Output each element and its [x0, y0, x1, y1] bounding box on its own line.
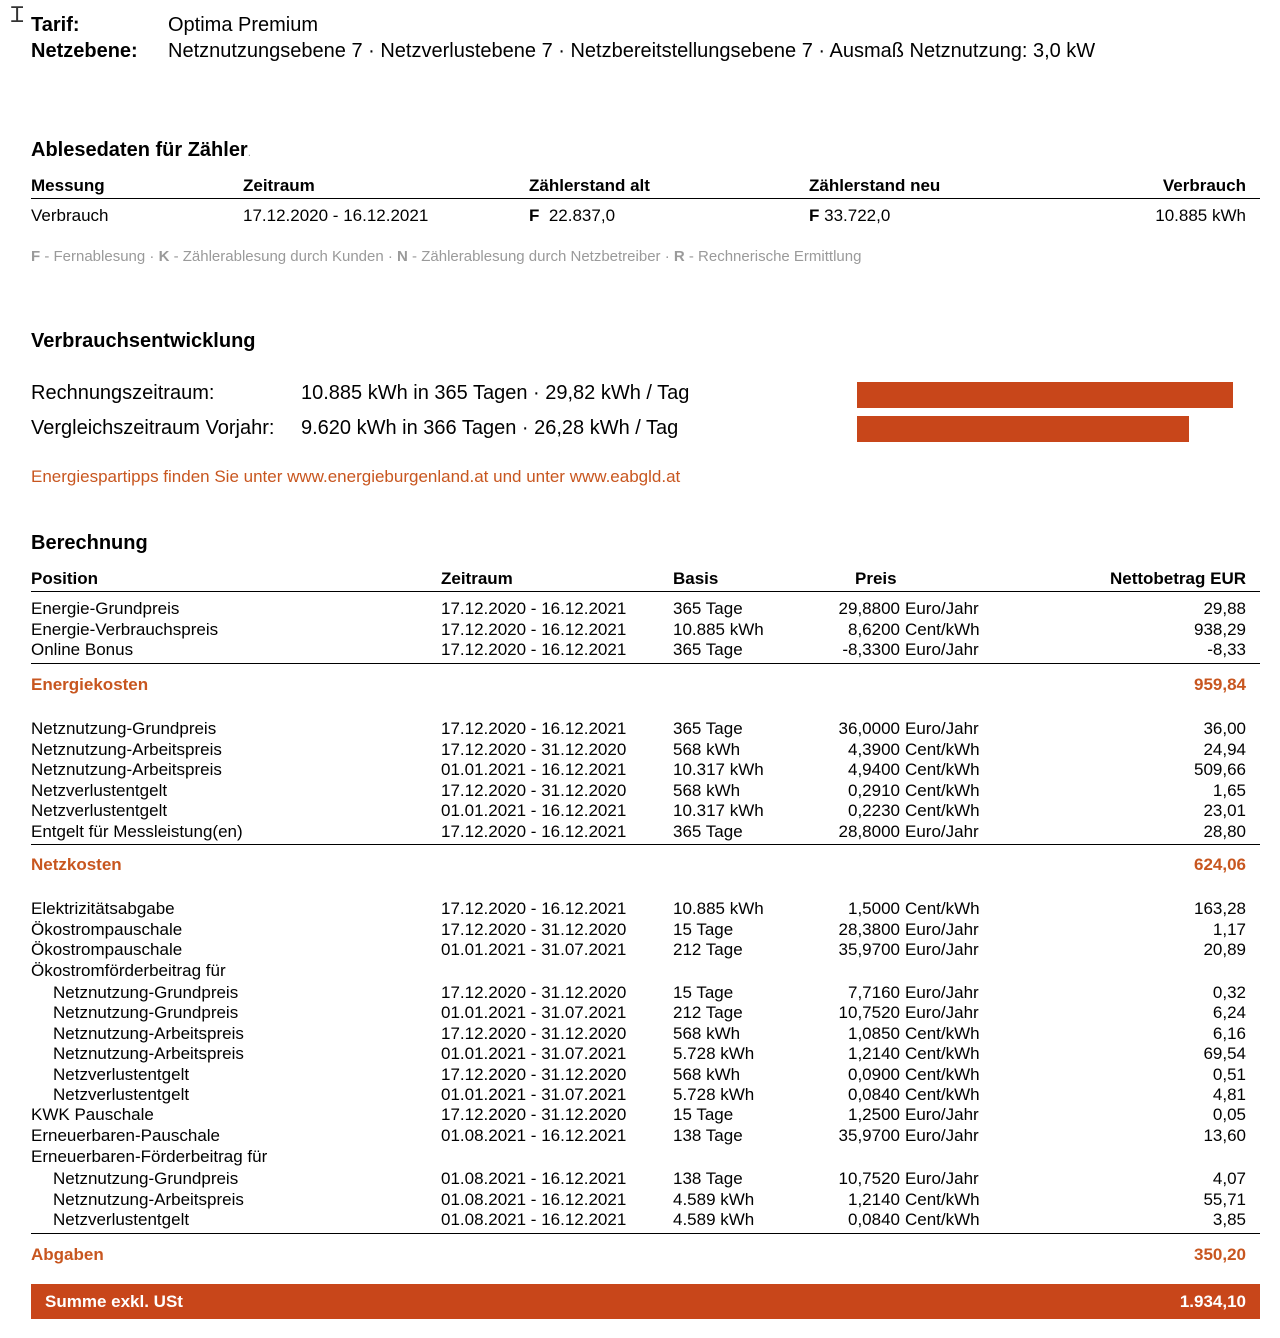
- cell-basis: 10.317 kWh: [673, 801, 764, 820]
- cell-basis: 15 Tage: [673, 983, 734, 1002]
- cell-zeitraum: 01.08.2021 - 16.12.2021: [441, 1169, 627, 1188]
- cell-zeitraum: 01.01.2021 - 31.07.2021: [441, 1044, 627, 1063]
- cell-basis: 568 kWh: [673, 1065, 741, 1084]
- cell-nettobetrag: 24,94: [1203, 739, 1246, 759]
- cell-preis: 35,9700: [838, 1126, 900, 1145]
- cell-preis: 1,5000: [848, 899, 900, 918]
- cell-position: Netzverlustentgelt: [53, 1210, 190, 1229]
- cell-nettobetrag: 1,17: [1212, 920, 1246, 939]
- cell-preis: 35,9700: [838, 940, 900, 959]
- cell-preis: 0,2230: [848, 801, 900, 820]
- cell-position: Ökostrompauschale: [31, 940, 183, 959]
- cell-einheit: Cent/kWh: [905, 1085, 980, 1104]
- ablese-zeitraum: 17.12.2020 - 16.12.2021: [243, 206, 429, 225]
- col-zaehlerstand-neu: Zählerstand neu: [809, 176, 941, 195]
- cell-position: Netznutzung-Grundpreis: [31, 719, 217, 738]
- cell-position: Netzverlustentgelt: [53, 1085, 190, 1104]
- cell-position: Netznutzung-Arbeitspreis: [31, 760, 222, 779]
- cell-position: Ökostromförderbeitrag für: [31, 961, 226, 980]
- cell-zeitraum: 17.12.2020 - 31.12.2020: [441, 1065, 627, 1084]
- cell-basis: 568 kWh: [673, 780, 741, 800]
- col-nettobetrag: Nettobetrag EUR: [1109, 569, 1246, 588]
- cell-preis: 28,3800: [838, 920, 900, 939]
- cell-einheit: Cent/kWh: [905, 899, 980, 918]
- cell-einheit: Euro/Jahr: [905, 940, 979, 959]
- berechnung-header-rule: [31, 591, 1260, 592]
- ablese-neu: F 33.722,0: [809, 206, 891, 225]
- ablese-alt: F 22.837,0: [529, 206, 616, 225]
- cell-nettobetrag: 0,51: [1212, 1065, 1246, 1084]
- cell-basis: 365 Tage: [673, 821, 743, 841]
- cell-basis: 138 Tage: [673, 1126, 743, 1145]
- cell-basis: 365 Tage: [673, 599, 743, 618]
- col-calc-zeitraum: Zeitraum: [441, 569, 513, 588]
- cell-preis: 36,0000: [838, 719, 900, 738]
- cell-position: Netzverlustentgelt: [31, 780, 168, 800]
- cell-nettobetrag: 163,28: [1194, 899, 1246, 918]
- cell-basis: 15 Tage: [673, 1105, 734, 1124]
- cell-einheit: Euro/Jahr: [905, 983, 979, 1002]
- col-position: Position: [31, 569, 99, 588]
- cell-position: Ökostrompauschale: [31, 920, 183, 939]
- summe-label: Summe exkl. USt: [45, 1292, 183, 1311]
- cell-nettobetrag: 36,00: [1203, 719, 1246, 738]
- cell-basis: 365 Tage: [673, 640, 743, 659]
- cell-zeitraum: 17.12.2020 - 16.12.2021: [441, 640, 627, 659]
- cell-einheit: Cent/kWh: [905, 780, 980, 800]
- col-preis: Preis: [855, 569, 897, 588]
- netzkosten-label: Netzkosten: [31, 855, 122, 874]
- cell-nettobetrag: 6,16: [1212, 1024, 1246, 1043]
- berechnung-title: Berechnung: [31, 532, 148, 554]
- col-zaehlerstand-alt: Zählerstand alt: [529, 176, 650, 195]
- cell-preis: 1,2500: [848, 1105, 900, 1124]
- ablese-verbrauch: 10.885 kWh: [1155, 206, 1246, 225]
- cell-position: Erneuerbaren-Förderbeitrag für: [31, 1147, 268, 1166]
- abgaben-rule: [31, 1233, 1260, 1234]
- ablese-messung: Verbrauch: [31, 206, 109, 225]
- cell-basis: 15 Tage: [673, 920, 734, 939]
- cell-nettobetrag: 23,01: [1203, 801, 1246, 820]
- cell-zeitraum: 17.12.2020 - 16.12.2021: [441, 599, 627, 618]
- cell-zeitraum: 01.01.2021 - 31.07.2021: [441, 1003, 627, 1022]
- cell-nettobetrag: 69,54: [1203, 1044, 1246, 1063]
- cell-nettobetrag: 938,29: [1194, 619, 1246, 639]
- cell-einheit: Cent/kWh: [905, 1065, 980, 1084]
- cell-nettobetrag: 20,89: [1203, 940, 1246, 959]
- cell-position: Netzverlustentgelt: [31, 801, 168, 820]
- cell-zeitraum: 01.08.2021 - 16.12.2021: [441, 1126, 627, 1145]
- cell-preis: 29,8800: [838, 599, 900, 618]
- cell-zeitraum: 01.01.2021 - 16.12.2021: [441, 760, 627, 779]
- cell-nettobetrag: 1,65: [1212, 780, 1246, 800]
- cell-einheit: Euro/Jahr: [905, 599, 979, 618]
- cell-position: Netznutzung-Arbeitspreis: [53, 1190, 244, 1209]
- cell-einheit: Cent/kWh: [905, 1024, 980, 1043]
- cell-nettobetrag: 29,88: [1203, 599, 1246, 618]
- rechnungszeitraum-value: 10.885 kWh in 365 Tagen · 29,82 kWh / Tag: [301, 382, 690, 404]
- cell-nettobetrag: 4,81: [1212, 1085, 1246, 1104]
- cell-nettobetrag: -8,33: [1207, 640, 1246, 659]
- cell-einheit: Cent/kWh: [905, 1190, 980, 1209]
- cell-position: Netznutzung-Arbeitspreis: [53, 1024, 244, 1043]
- netz-rule: [31, 844, 1260, 845]
- cell-preis: 28,8000: [838, 821, 900, 841]
- cell-preis: 8,6200: [848, 619, 900, 639]
- cell-position: Erneuerbaren-Pauschale: [31, 1126, 221, 1145]
- cell-basis: 212 Tage: [673, 940, 743, 959]
- vergleichszeitraum-bar: [857, 416, 1189, 442]
- rechnungszeitraum-bar: [857, 382, 1233, 408]
- cell-preis: 1,0850: [848, 1024, 900, 1043]
- text-cursor-icon: Ɪ: [11, 2, 24, 27]
- cell-position: Energie-Grundpreis: [31, 599, 180, 618]
- cell-position: Netznutzung-Arbeitspreis: [53, 1044, 244, 1063]
- cell-basis: 4.589 kWh: [673, 1210, 755, 1229]
- cell-zeitraum: 17.12.2020 - 31.12.2020: [441, 920, 627, 939]
- cell-position: Netznutzung-Grundpreis: [53, 1003, 239, 1022]
- energiekosten-value: 959,84: [1194, 675, 1246, 694]
- cell-preis: 10,7520: [838, 1169, 900, 1188]
- cell-preis: 10,7520: [838, 1003, 900, 1022]
- abgaben-value: 350,20: [1194, 1245, 1246, 1264]
- col-verbrauch: Verbrauch: [1162, 176, 1246, 195]
- energiekosten-label: Energiekosten: [31, 675, 149, 694]
- cell-zeitraum: 17.12.2020 - 31.12.2020: [441, 1024, 627, 1043]
- cell-basis: 568 kWh: [673, 739, 741, 759]
- cell-nettobetrag: 55,71: [1203, 1190, 1246, 1209]
- cell-position: Netzverlustentgelt: [53, 1065, 190, 1084]
- cell-preis: 4,9400: [848, 760, 900, 779]
- cell-preis: 0,2910: [848, 780, 900, 800]
- cell-position: Online Bonus: [31, 640, 134, 659]
- cell-einheit: Euro/Jahr: [905, 640, 979, 659]
- ablese-title: Ablesedaten für Zähler.: [31, 139, 252, 161]
- cell-einheit: Cent/kWh: [905, 801, 980, 820]
- cell-zeitraum: 01.01.2021 - 16.12.2021: [441, 801, 627, 820]
- cell-position: Netznutzung-Grundpreis: [53, 983, 239, 1002]
- cell-preis: 1,2140: [848, 1190, 900, 1209]
- cell-basis: 4.589 kWh: [673, 1190, 755, 1209]
- cell-preis: 1,2140: [848, 1044, 900, 1063]
- vergleichszeitraum-label: Vergleichszeitraum Vorjahr:: [31, 417, 275, 439]
- cell-basis: 5.728 kWh: [673, 1044, 755, 1063]
- cell-zeitraum: 17.12.2020 - 31.12.2020: [441, 983, 627, 1002]
- cell-basis: 138 Tage: [673, 1169, 743, 1188]
- cell-position: Elektrizitätsabgabe: [31, 899, 175, 918]
- energiespartipps-text: Energiespartipps finden Sie unter www.energieburgenland.at und unter www.eabgld.at: [31, 467, 681, 486]
- col-basis: Basis: [673, 569, 719, 588]
- cell-preis: 4,3900: [848, 739, 900, 759]
- cell-position: KWK Pauschale: [31, 1105, 154, 1124]
- cell-zeitraum: 17.12.2020 - 31.12.2020: [441, 739, 627, 759]
- vergleichszeitraum-value: 9.620 kWh in 366 Tagen · 26,28 kWh / Tag: [301, 417, 679, 439]
- cell-preis: 0,0900: [848, 1065, 900, 1084]
- abgaben-label: Abgaben: [31, 1245, 104, 1264]
- cell-nettobetrag: 509,66: [1194, 760, 1246, 779]
- cell-einheit: Cent/kWh: [905, 760, 980, 779]
- cell-position: Energie-Verbrauchspreis: [31, 619, 219, 639]
- cell-zeitraum: 17.12.2020 - 16.12.2021: [441, 821, 627, 841]
- cell-einheit: Euro/Jahr: [905, 719, 979, 738]
- cell-preis: -8,3300: [842, 640, 900, 659]
- cell-preis: 0,0840: [848, 1085, 900, 1104]
- cell-zeitraum: 17.12.2020 - 31.12.2020: [441, 1105, 627, 1124]
- cell-einheit: Cent/kWh: [905, 1210, 980, 1229]
- cell-basis: 10.885 kWh: [673, 619, 764, 639]
- col-zeitraum: Zeitraum: [243, 176, 315, 195]
- cell-basis: 568 kWh: [673, 1024, 741, 1043]
- cell-einheit: Euro/Jahr: [905, 1126, 979, 1145]
- ablese-legend: F - Fernablesung · K - Zählerablesung durch Kunden · N - Zählerablesung durch Netzbetreiber · R - Rechnerische Ermittlung: [31, 248, 862, 265]
- verbrauch-title: Verbrauchsentwicklung: [31, 330, 256, 352]
- cell-nettobetrag: 3,85: [1212, 1210, 1246, 1229]
- cell-nettobetrag: 0,05: [1212, 1105, 1246, 1124]
- cell-einheit: Euro/Jahr: [905, 1003, 979, 1022]
- cell-basis: 5.728 kWh: [673, 1085, 755, 1104]
- cell-zeitraum: 01.08.2021 - 16.12.2021: [441, 1190, 627, 1209]
- cell-zeitraum: 01.01.2021 - 31.07.2021: [441, 1085, 627, 1104]
- netzkosten-value: 624,06: [1194, 855, 1246, 874]
- cell-position: Entgelt für Messleistung(en): [31, 821, 243, 841]
- netzebene-value: Netznutzungsebene 7 · Netzverlustebene 7 · Netzbereitstellungsebene 7 · Ausmaß Netznutzung: 3,0 kW: [168, 40, 1096, 62]
- cell-preis: 7,7160: [848, 983, 900, 1002]
- cell-nettobetrag: 13,60: [1203, 1126, 1246, 1145]
- cell-einheit: Euro/Jahr: [905, 821, 979, 841]
- cell-nettobetrag: 6,24: [1212, 1003, 1246, 1022]
- summe-value: 1.934,10: [1179, 1292, 1246, 1311]
- summe-bar: [31, 1284, 1260, 1319]
- cell-zeitraum: 17.12.2020 - 16.12.2021: [441, 619, 627, 639]
- cell-basis: 365 Tage: [673, 719, 743, 738]
- tarif-value: Optima Premium: [168, 14, 319, 36]
- cell-position: Netznutzung-Arbeitspreis: [31, 739, 222, 759]
- cell-einheit: Euro/Jahr: [905, 920, 979, 939]
- energie-rule: [31, 663, 1260, 664]
- cell-basis: 212 Tage: [673, 1003, 743, 1022]
- cell-position: Netznutzung-Grundpreis: [53, 1169, 239, 1188]
- cell-zeitraum: 01.08.2021 - 16.12.2021: [441, 1210, 627, 1229]
- cell-zeitraum: 17.12.2020 - 16.12.2021: [441, 899, 627, 918]
- cell-basis: 10.885 kWh: [673, 899, 764, 918]
- ablese-header-rule: [31, 198, 1260, 199]
- cell-zeitraum: 17.12.2020 - 16.12.2021: [441, 719, 627, 738]
- cell-nettobetrag: 28,80: [1203, 821, 1246, 841]
- netzebene-label: Netzebene:: [31, 40, 138, 62]
- cell-einheit: Euro/Jahr: [905, 1169, 979, 1188]
- cell-zeitraum: 17.12.2020 - 31.12.2020: [441, 780, 627, 800]
- cell-nettobetrag: 4,07: [1212, 1169, 1246, 1188]
- cell-zeitraum: 01.01.2021 - 31.07.2021: [441, 940, 627, 959]
- cell-preis: 0,0840: [848, 1210, 900, 1229]
- cell-einheit: Cent/kWh: [905, 739, 980, 759]
- col-messung: Messung: [31, 176, 105, 195]
- cell-einheit: Cent/kWh: [905, 619, 980, 639]
- cell-basis: 10.317 kWh: [673, 760, 764, 779]
- rechnungszeitraum-label: Rechnungszeitraum:: [31, 382, 215, 404]
- tarif-label: Tarif:: [31, 14, 80, 36]
- cell-nettobetrag: 0,32: [1212, 983, 1246, 1002]
- cell-einheit: Euro/Jahr: [905, 1105, 979, 1124]
- cell-einheit: Cent/kWh: [905, 1044, 980, 1063]
